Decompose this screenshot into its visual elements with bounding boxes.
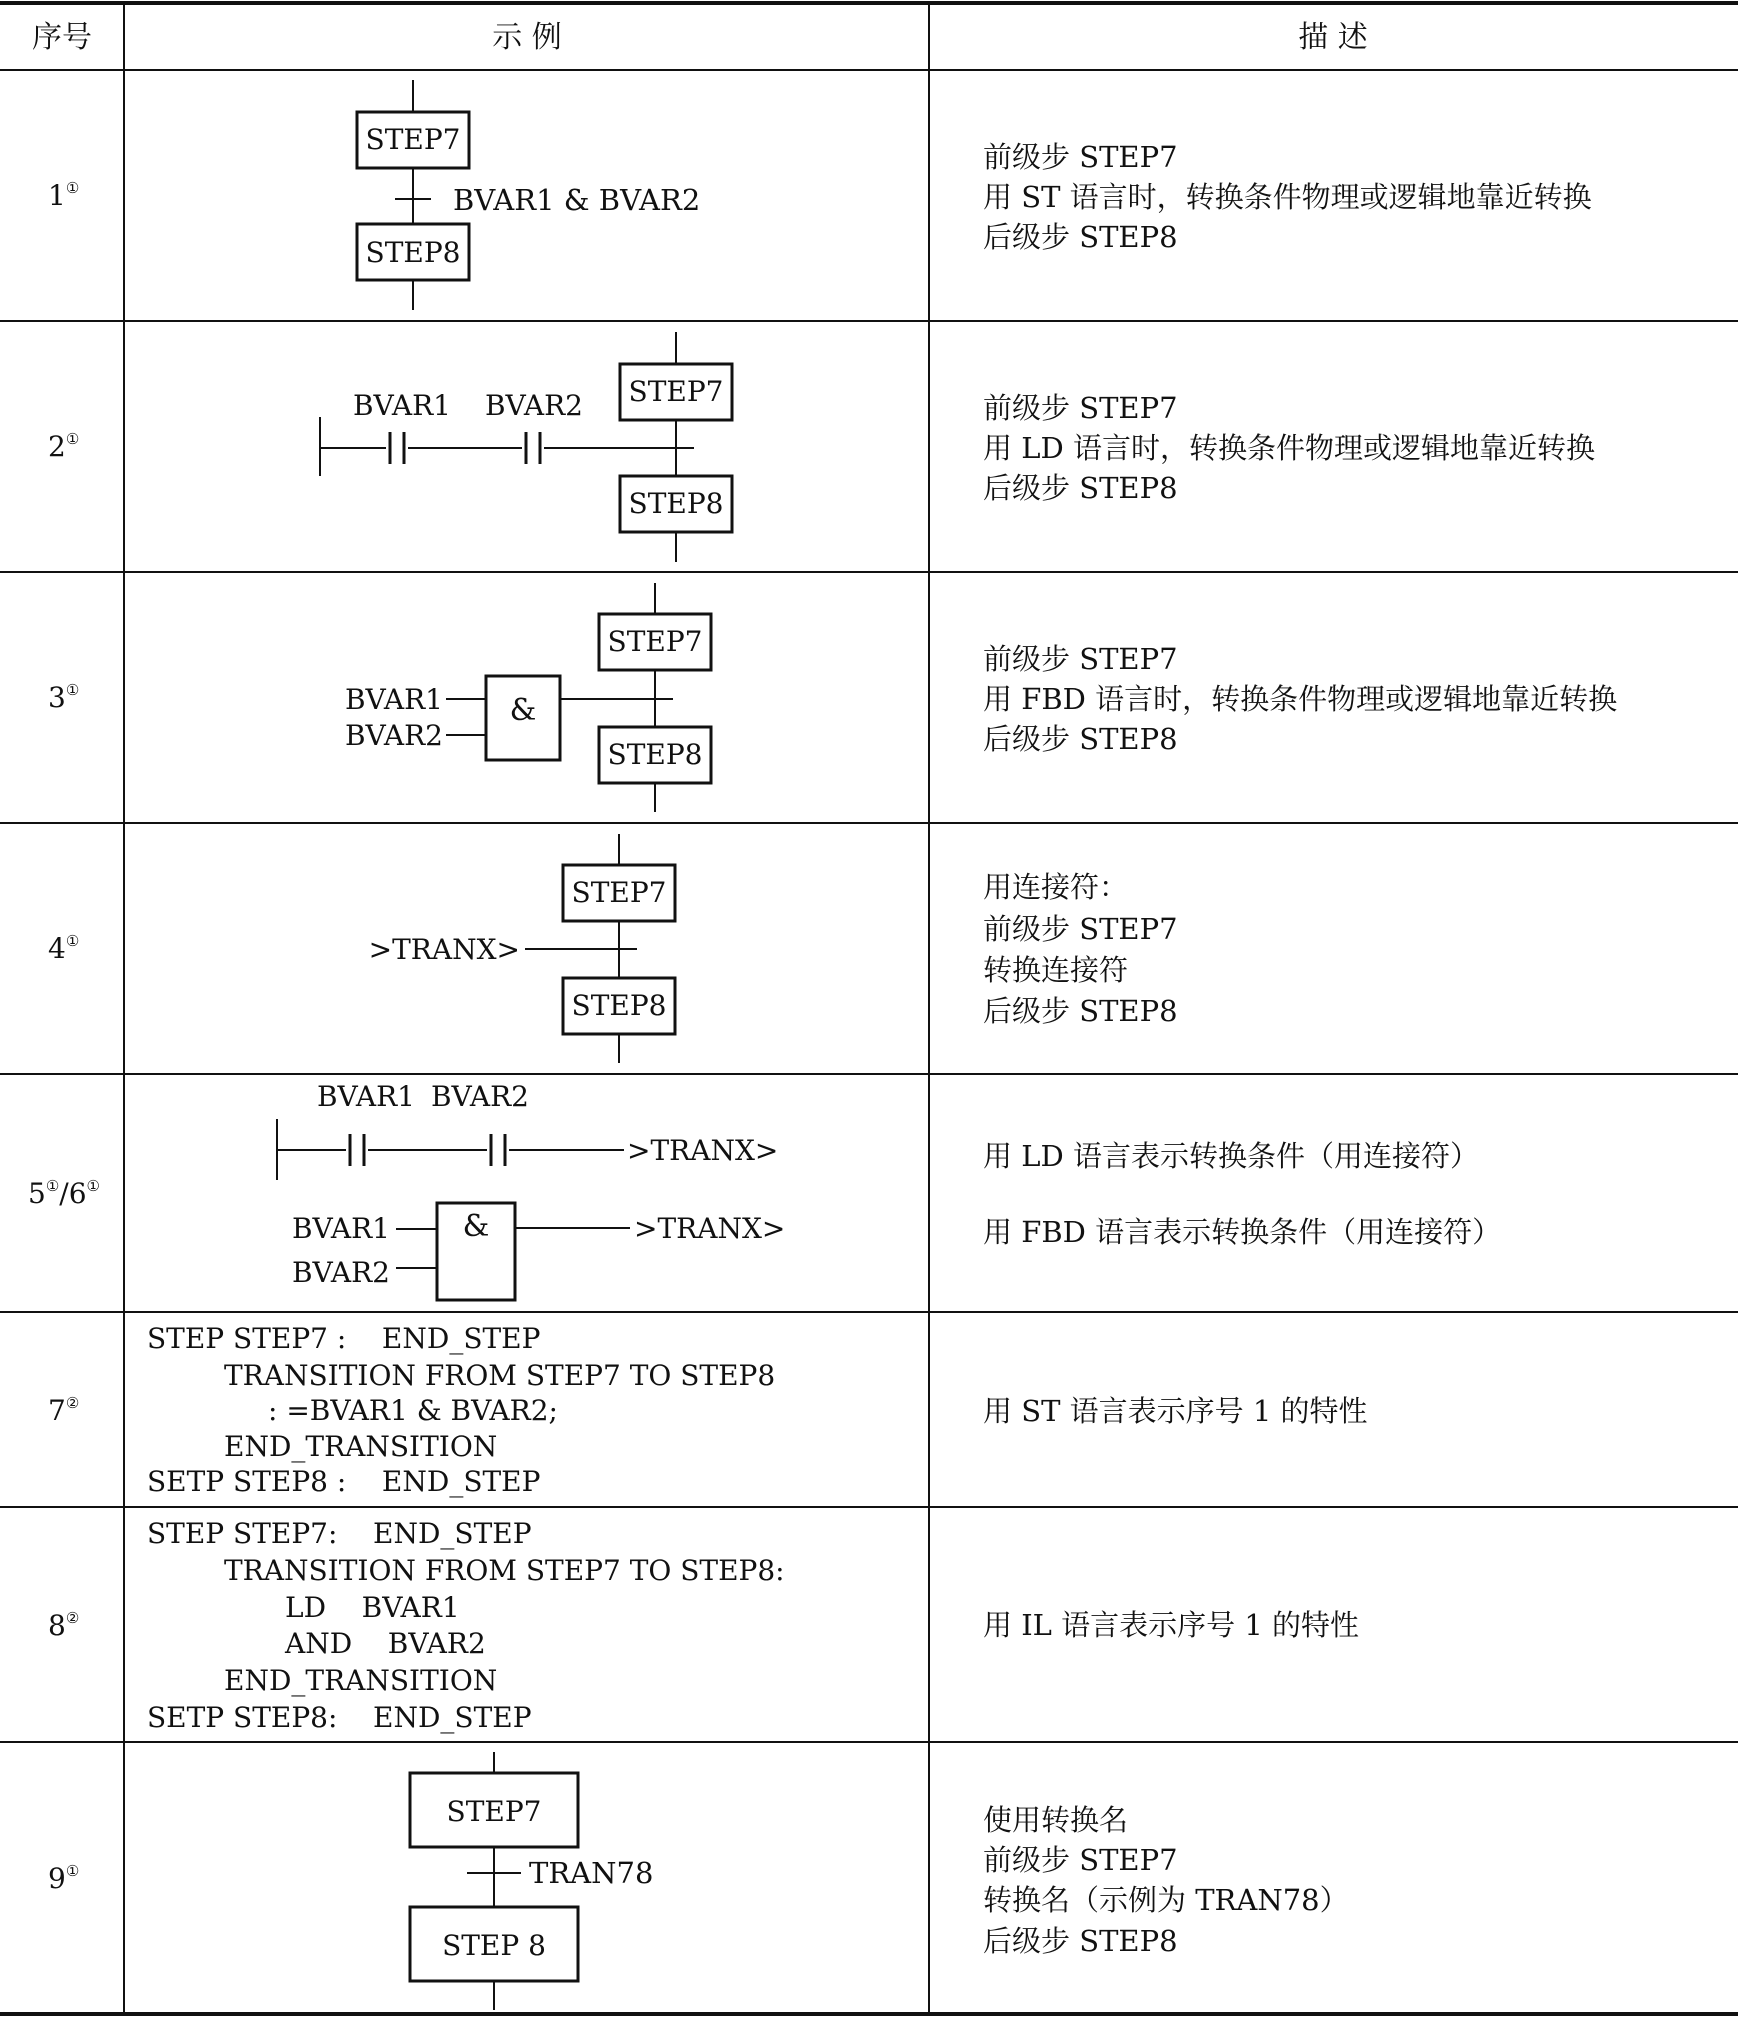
connector-label: >TRANX> — [634, 1212, 786, 1245]
step-label: STEP8 — [365, 236, 461, 269]
code-line: : =BVAR1 & BVAR2; — [268, 1394, 558, 1427]
row-number: 7② — [48, 1394, 80, 1427]
description-line: 前级步 STEP7 — [983, 140, 1178, 174]
contact-label: BVAR2 — [484, 389, 584, 422]
input-label: BVAR1 — [291, 1212, 390, 1245]
example-st-code — [147, 1322, 775, 1498]
example-fbd-transition — [345, 583, 711, 812]
step-label: STEP7 — [446, 1795, 542, 1828]
step-label: STEP8 — [628, 487, 724, 520]
description-line: 用 FBD 语言时，转换条件物理或逻辑地靠近转换 — [983, 682, 1618, 716]
example-connector-conditions — [277, 1080, 785, 1300]
and-gate-symbol: & — [509, 693, 537, 728]
transition-condition: BVAR1 & BVAR2 — [453, 183, 701, 217]
connector-label: >TRANX> — [627, 1134, 779, 1167]
row-number: 1① — [48, 179, 80, 212]
example-ld-transition — [320, 332, 732, 562]
description-line: 用连接符： — [983, 870, 1129, 904]
description-line: 前级步 STEP7 — [983, 642, 1178, 676]
description-line: 后级步 STEP8 — [983, 471, 1178, 505]
step-label: STEP8 — [607, 738, 703, 771]
example-connector-transition — [369, 834, 675, 1063]
code-line: END_TRANSITION — [224, 1430, 498, 1463]
code-line: STEP STEP7: END_STEP — [147, 1517, 532, 1550]
description-line: 后级步 STEP8 — [983, 220, 1178, 254]
row-number: 9① — [48, 1862, 80, 1895]
description-line: 转换连接符 — [983, 953, 1129, 987]
step-label: STEP7 — [571, 876, 667, 909]
code-line: AND BVAR2 — [285, 1627, 486, 1660]
example-named-transition — [410, 1752, 653, 2010]
input-label: BVAR2 — [344, 719, 443, 752]
description-line: 后级步 STEP8 — [983, 722, 1178, 756]
example-il-code — [147, 1517, 785, 1734]
header-example: 示 例 — [492, 20, 562, 55]
header-description: 描 述 — [1298, 20, 1368, 55]
contact-label: BVAR1 — [316, 1080, 416, 1113]
code-line: TRANSITION FROM STEP7 TO STEP8 — [224, 1359, 776, 1392]
row-numbers — [28, 179, 100, 1895]
example-st-transition — [357, 80, 700, 310]
step-label: STEP 8 — [442, 1929, 546, 1962]
description-line: 前级步 STEP7 — [983, 391, 1178, 425]
header-no: 序号 — [32, 20, 92, 55]
description-line: 使用转换名 — [983, 1803, 1129, 1837]
description-line: 用 ST 语言表示序号 1 的特性 — [983, 1394, 1368, 1428]
description-line: 用 LD 语言表示转换条件（用连接符） — [983, 1139, 1479, 1173]
contact-label: BVAR1 — [352, 389, 452, 422]
code-line: TRANSITION FROM STEP7 TO STEP8: — [224, 1554, 785, 1587]
description-line: 前级步 STEP7 — [983, 1843, 1178, 1877]
code-line: LD BVAR1 — [285, 1591, 460, 1624]
contact-label: BVAR2 — [430, 1080, 530, 1113]
description-line: 前级步 STEP7 — [983, 912, 1178, 946]
description-line: 后级步 STEP8 — [983, 994, 1178, 1028]
description-line: 用 IL 语言表示序号 1 的特性 — [983, 1608, 1360, 1642]
step-label: STEP7 — [607, 625, 703, 658]
code-line: STEP STEP7 : END_STEP — [147, 1322, 541, 1355]
step-label: STEP8 — [571, 989, 667, 1022]
code-line: END_TRANSITION — [224, 1664, 498, 1697]
and-gate-symbol: & — [462, 1209, 490, 1244]
input-label: BVAR1 — [344, 683, 443, 716]
description-line: 转换名（示例为 TRAN78） — [983, 1883, 1349, 1917]
transition-name: TRAN78 — [529, 1856, 654, 1890]
descriptions — [983, 140, 1617, 1958]
row-number: 2① — [48, 430, 80, 463]
row-number: 3① — [48, 681, 80, 714]
code-line: SETP STEP8 : END_STEP — [147, 1465, 541, 1498]
connector-label: >TRANX> — [368, 933, 520, 966]
step-label: STEP7 — [628, 375, 724, 408]
input-label: BVAR2 — [291, 1256, 390, 1289]
row-number: 4① — [48, 932, 80, 965]
description-line: 用 ST 语言时，转换条件物理或逻辑地靠近转换 — [983, 180, 1592, 214]
description-line: 用 FBD 语言表示转换条件（用连接符） — [983, 1215, 1502, 1249]
description-line: 后级步 STEP8 — [983, 1924, 1178, 1958]
description-line: 用 LD 语言时，转换条件物理或逻辑地靠近转换 — [983, 431, 1595, 465]
table-header — [32, 20, 1368, 55]
step-label: STEP7 — [365, 123, 461, 156]
row-number: 8② — [48, 1609, 80, 1642]
code-line: SETP STEP8: END_STEP — [147, 1701, 532, 1734]
row-number: 5①/6① — [28, 1177, 100, 1210]
